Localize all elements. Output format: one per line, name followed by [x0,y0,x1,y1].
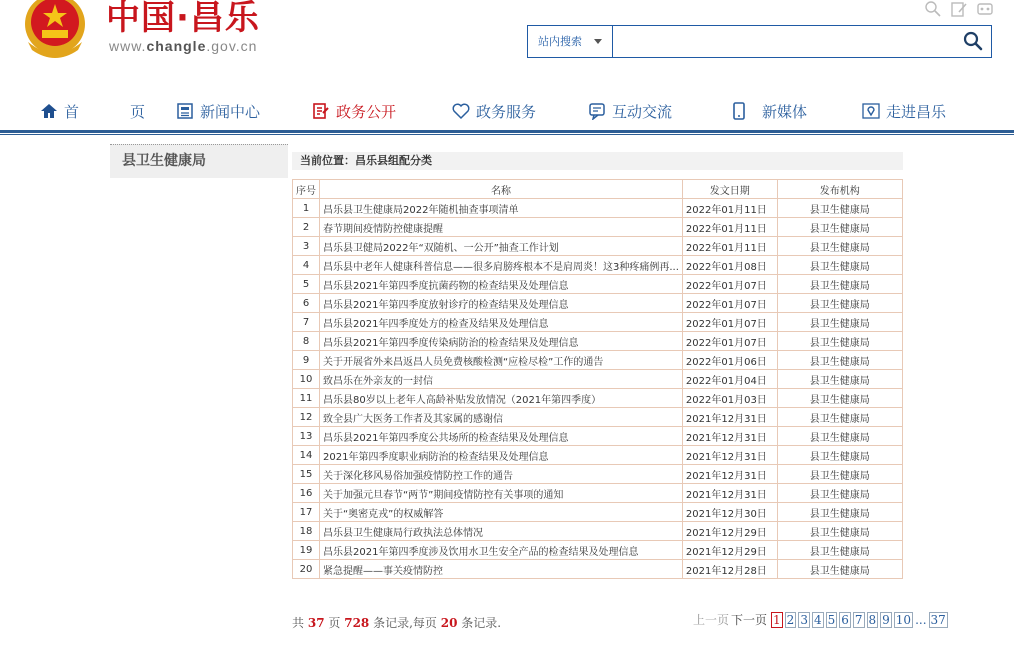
row-title-link[interactable]: 致全县广大医务工作者及其家属的感谢信 [320,408,683,427]
row-org: 县卫生健康局 [777,427,902,446]
column-header-title: 名称 [320,180,683,199]
row-org: 县卫生健康局 [777,294,902,313]
total-pages: 37 [307,616,325,630]
row-title-link[interactable]: 昌乐县卫健局2022年“双随机、一公开”抽查工作计划 [320,237,683,256]
row-date: 2021年12月31日 [682,465,777,484]
row-org: 县卫生健康局 [777,503,902,522]
nav-item-interact[interactable] [588,100,672,122]
column-header-date: 发文日期 [682,180,777,199]
row-index: 14 [293,446,320,465]
row-title-link[interactable]: 昌乐县卫生健康局行政执法总体情况 [320,522,683,541]
row-date: 2022年01月06日 [682,351,777,370]
row-title-link[interactable]: 昌乐县2021年第四季度抗菌药物的检查结果及处理信息 [320,275,683,294]
document-table [292,179,903,579]
row-title-link[interactable]: 春节期间疫情防控健康提醒 [320,218,683,237]
row-org: 县卫生健康局 [777,199,902,218]
row-index: 1 [293,199,320,218]
row-org: 县卫生健康局 [777,237,902,256]
row-date: 2021年12月31日 [682,484,777,503]
total-records: 728 [344,616,370,630]
row-date: 2022年01月11日 [682,237,777,256]
table-row[interactable] [293,237,903,256]
newspaper-icon [176,102,194,120]
table-row[interactable] [293,560,903,579]
page-number-link[interactable]: 10 [895,612,912,627]
row-date: 2021年12月30日 [682,503,777,522]
row-title-link[interactable]: 昌乐县卫生健康局2022年随机抽查事项清单 [320,199,683,218]
summary-text: 页 [328,616,341,630]
row-title-link[interactable]: 致昌乐在外亲友的一封信 [320,370,683,389]
site-search [527,25,992,58]
row-index: 20 [293,560,320,579]
row-org: 县卫生健康局 [777,541,902,560]
row-title-link[interactable]: 昌乐县2021年第四季度公共场所的检查结果及处理信息 [320,427,683,446]
search-scope-select[interactable] [528,26,613,57]
table-row[interactable] [293,427,903,446]
prev-page-link[interactable]: 上一页 [693,613,730,627]
nav-label: 政务服务 [476,102,537,121]
row-index: 15 [293,465,320,484]
table-row[interactable] [293,199,903,218]
row-org: 县卫生健康局 [777,313,902,332]
site-header [0,0,1014,90]
row-date: 2021年12月29日 [682,541,777,560]
row-date: 2022年01月11日 [682,199,777,218]
page-number-link[interactable]: 6 [841,612,849,627]
record-summary [292,614,501,631]
summary-text: 条记录,每页 [373,616,437,630]
location-icon [862,102,880,120]
row-index: 17 [293,503,320,522]
row-index: 11 [293,389,320,408]
table-row[interactable] [293,313,903,332]
row-index: 10 [293,370,320,389]
row-date: 2021年12月29日 [682,522,777,541]
row-date: 2022年01月11日 [682,218,777,237]
row-org: 县卫生健康局 [777,218,902,237]
search-scope-label: 站内搜索 [538,35,582,48]
row-title-link[interactable]: 关于加强元旦春节“两节”期间疫情防控有关事项的通知 [320,484,683,503]
row-date: 2021年12月31日 [682,408,777,427]
next-page-link[interactable]: 下一页 [731,613,768,627]
row-date: 2022年01月07日 [682,313,777,332]
table-row[interactable] [293,370,903,389]
open-gov-icon [312,102,330,120]
row-org: 县卫生健康局 [777,332,902,351]
row-title-link[interactable]: 昌乐县中老年人健康科普信息——很多肩膀疼根本不是肩周炎！这3种疼痛例再... [320,256,683,275]
chevron-down-icon [594,39,602,44]
row-index: 16 [293,484,320,503]
page-number-link[interactable]: 8 [868,612,877,627]
row-title-link[interactable]: 昌乐县2021年第四季度传染病防治的检查结果及处理信息 [320,332,683,351]
row-index: 3 [293,237,320,256]
row-index: 5 [293,275,320,294]
page-number-link[interactable]: 1 [773,612,781,627]
page-number-link[interactable]: 7 [854,612,863,627]
column-header-index: 序号 [293,180,320,199]
summary-text: 条记录. [461,616,502,630]
row-org: 县卫生健康局 [777,484,902,503]
page-number-link[interactable]: 3 [800,612,808,627]
nav-item-gov-open[interactable] [312,100,396,122]
heart-icon [452,102,470,120]
row-date: 2022年01月08日 [682,256,777,275]
home-icon [40,102,58,120]
row-org: 县卫生健康局 [777,389,902,408]
row-date: 2022年01月04日 [682,370,777,389]
page-number-link[interactable]: 5 [827,612,836,627]
breadcrumb: 当前位置：昌乐县组配分类 [292,152,903,170]
table-row[interactable] [293,446,903,465]
table-row[interactable] [293,256,903,275]
nav-item-home[interactable] [40,100,163,122]
row-title-link[interactable]: 昌乐县80岁以上老年人高龄补贴发放情况（2021年第四季度） [320,389,683,408]
table-row[interactable] [293,541,903,560]
table-row[interactable] [293,465,903,484]
row-org: 县卫生健康局 [777,275,902,294]
row-date: 2022年01月03日 [682,389,777,408]
nav-item-news[interactable] [176,100,260,122]
row-date: 2021年12月31日 [682,446,777,465]
table-row[interactable] [293,408,903,427]
pagination [693,611,948,628]
nav-label: 新媒体 [762,102,808,121]
last-page-link[interactable]: 37 [930,612,946,627]
search-icon[interactable] [963,31,983,51]
page-number-list [769,612,913,628]
chat-icon [588,102,606,120]
row-org: 县卫生健康局 [777,560,902,579]
summary-text: 共 [292,616,305,630]
page-number-link[interactable]: 2 [786,612,795,627]
row-title-link[interactable]: 关于深化移风易俗加强疫情防控工作的通告 [320,465,683,484]
row-index: 4 [293,256,320,275]
row-org: 县卫生健康局 [777,351,902,370]
per-page: 20 [440,616,458,630]
row-date: 2022年01月07日 [682,294,777,313]
table-row[interactable] [293,484,903,503]
row-org: 县卫生健康局 [777,256,902,275]
table-row[interactable] [293,522,903,541]
nav-label: 走进昌乐 [886,102,947,121]
row-index: 13 [293,427,320,446]
url-suffix: .gov.cn [206,38,258,54]
nav-item-gov-service[interactable] [452,100,536,122]
national-emblem-logo[interactable] [20,0,90,60]
row-index: 8 [293,332,320,351]
nav-label: 首 页 [64,102,164,121]
header-tools [924,0,994,22]
nav-label: 政务公开 [336,102,397,121]
row-org: 县卫生健康局 [777,446,902,465]
column-header-org: 发布机构 [777,180,902,199]
url-bold: changle [146,38,207,54]
page-number-link[interactable]: 4 [813,612,822,627]
table-row[interactable] [293,294,903,313]
nav-divider [0,130,1014,133]
row-index: 19 [293,541,320,560]
row-date: 2021年12月28日 [682,560,777,579]
row-org: 县卫生健康局 [777,522,902,541]
row-title-link[interactable]: 关于开展省外来昌返昌人员免费核酸检测“应检尽检”工作的通告 [320,351,683,370]
table-header-row [293,180,903,199]
row-date: 2022年01月07日 [682,332,777,351]
search-input[interactable] [614,26,954,57]
row-title-link[interactable]: 昌乐县2021年第四季度放射诊疗的检查结果及处理信息 [320,294,683,313]
row-index: 9 [293,351,320,370]
table-row[interactable] [293,332,903,351]
elderly-icon[interactable] [976,0,994,22]
nav-item-new-media[interactable] [730,100,807,122]
row-org: 县卫生健康局 [777,465,902,484]
row-org: 县卫生健康局 [777,370,902,389]
table-row[interactable] [293,389,903,408]
row-org: 县卫生健康局 [777,408,902,427]
row-title-link[interactable]: 关于“奥密克戎”的权威解答 [320,503,683,522]
row-title-link[interactable]: 昌乐县2021年四季度处方的检查及结果及处理信息 [320,313,683,332]
url-prefix: www. [109,38,147,54]
accessibility-icon[interactable] [924,0,942,22]
row-title-link[interactable]: 昌乐县2021年第四季度涉及饮用水卫生安全产品的检查结果及处理信息 [320,541,683,560]
nav-divider-thin [0,134,1014,135]
table-row[interactable] [293,503,903,522]
row-index: 6 [293,294,320,313]
pager-ellipsis: ... [915,612,927,627]
row-date: 2021年12月31日 [682,427,777,446]
table-row[interactable] [293,351,903,370]
table-row[interactable] [293,275,903,294]
row-index: 18 [293,522,320,541]
nav-label: 互动交流 [612,102,673,121]
phone-icon [730,102,748,120]
nav-item-about[interactable] [862,100,946,122]
main-nav [0,92,1014,130]
row-index: 2 [293,218,320,237]
row-index: 7 [293,313,320,332]
site-title: 中国·昌乐 [106,0,260,38]
row-date: 2022年01月07日 [682,275,777,294]
nav-label: 新闻中心 [200,102,261,121]
sidebar-title[interactable]: 县卫生健康局 [110,144,288,178]
row-title-link[interactable]: 紧急提醒——事关疫情防控 [320,560,683,579]
site-url [109,38,257,54]
row-title-link[interactable]: 2021年第四季度职业病防治的检查结果及处理信息 [320,446,683,465]
page-number-link[interactable]: 9 [882,612,890,627]
edit-icon[interactable] [950,0,968,22]
table-row[interactable] [293,218,903,237]
row-index: 12 [293,408,320,427]
